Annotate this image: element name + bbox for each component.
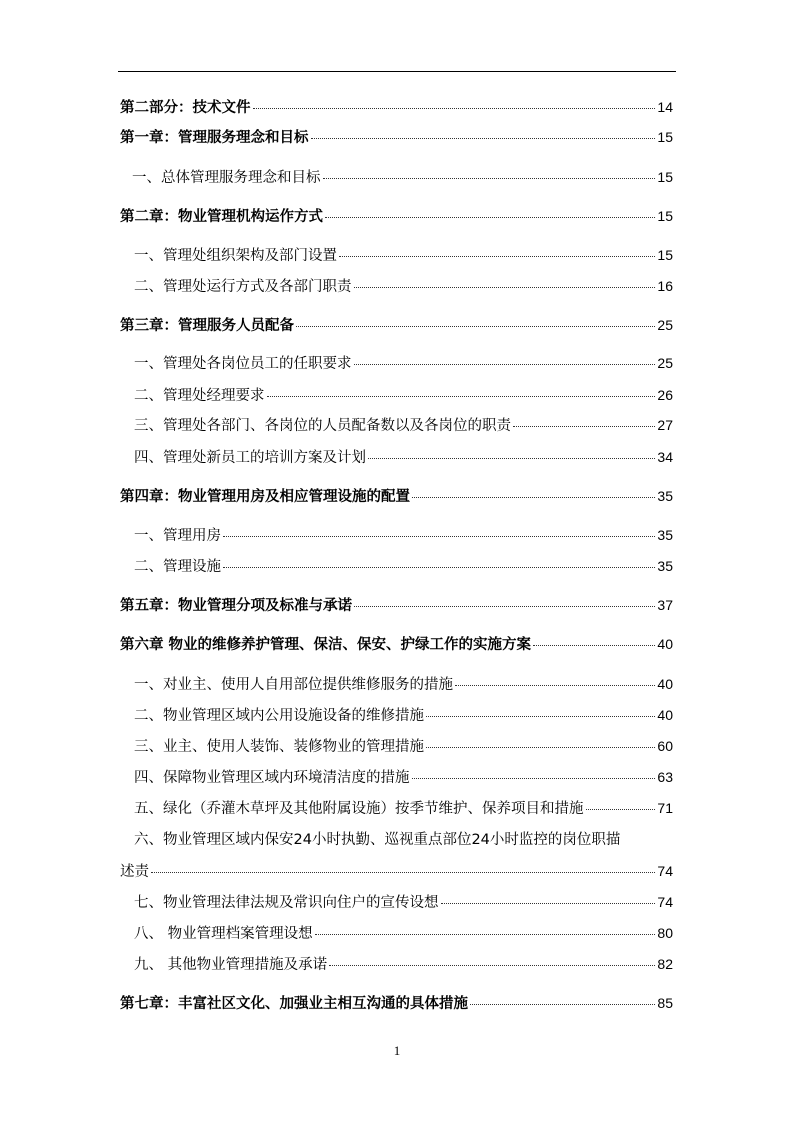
toc-dot-leader [253, 108, 656, 109]
toc-entry-title: 三、业主、使用人装饰、装修物业的管理措施 [134, 739, 424, 755]
toc-page-number: 34 [657, 449, 673, 465]
toc-entry-title: 九、 其他物业管理措施及承诺 [134, 957, 328, 973]
toc-chapter-entry[interactable] [120, 485, 673, 506]
toc-entry-title: 述责 [120, 864, 149, 880]
toc-dot-leader [323, 178, 656, 179]
toc-page-number: 15 [657, 208, 673, 224]
toc-page-number: 71 [657, 800, 673, 816]
toc-section-entry[interactable] [120, 166, 673, 187]
toc-page-number: 15 [657, 129, 673, 145]
toc-dot-leader [441, 903, 656, 904]
toc-entry-title: 二、管理处经理要求 [134, 388, 265, 404]
toc-entry-title: 第七章：丰富社区文化、加强业主相互沟通的具体措施 [120, 996, 468, 1012]
toc-section-entry[interactable] [120, 953, 673, 974]
toc-section-entry[interactable] [120, 828, 673, 849]
toc-section-entry[interactable] [120, 704, 673, 725]
toc-page-number: 40 [657, 676, 673, 692]
toc-entry-title: 七、物业管理法律法规及常识向住户的宣传设想 [134, 895, 439, 911]
toc-entry-title: 四、管理处新员工的培训方案及计划 [134, 450, 366, 466]
toc-entry-title: 三、管理处各部门、各岗位的人员配备数以及各岗位的职责 [134, 418, 511, 434]
toc-page-number: 74 [657, 863, 673, 879]
toc-page-number: 74 [657, 894, 673, 910]
toc-page-number: 35 [657, 558, 673, 574]
toc-dot-leader [354, 287, 656, 288]
toc-page-number: 14 [657, 99, 673, 115]
toc-section-entry[interactable] [120, 244, 673, 265]
toc-dot-leader [267, 396, 656, 397]
toc-entry-title: 第五章：物业管理分项及标准与承诺 [120, 598, 352, 614]
toc-entry-title: 一、对业主、使用人自用部位提供维修服务的措施 [134, 677, 453, 693]
toc-dot-leader [455, 685, 655, 686]
toc-dot-leader [223, 567, 655, 568]
toc-dot-leader [354, 606, 655, 607]
toc-entry-title: 二、管理处运行方式及各部门职责 [134, 279, 352, 295]
toc-page-number: 85 [657, 995, 673, 1011]
toc-dot-leader [151, 872, 655, 873]
toc-dot-leader [296, 326, 655, 327]
toc-entry-title: 一、管理处组织架构及部门设置 [134, 248, 337, 264]
toc-page-number: 15 [657, 247, 673, 263]
toc-dot-leader [412, 778, 656, 779]
toc-entry-title: 第一章：管理服务理念和目标 [120, 130, 309, 146]
toc-entry-title: 八、 物业管理档案管理设想 [134, 926, 313, 942]
toc-entry-title: 一、管理用房 [134, 528, 221, 544]
toc-page-number: 63 [657, 769, 673, 785]
toc-section-entry[interactable] [120, 524, 673, 545]
toc-entry-title: 六、物业管理区域内保安24小时执勤、巡视重点部位24小时监控的岗位职描 [134, 832, 621, 848]
toc-entry-title: 四、保障物业管理区域内环境清洁度的措施 [134, 770, 410, 786]
toc-page-number: 40 [657, 707, 673, 723]
toc-dot-leader [329, 965, 655, 966]
toc-page-number: 25 [657, 355, 673, 371]
toc-section-entry[interactable] [120, 860, 673, 881]
toc-page-number: 82 [657, 956, 673, 972]
toc-dot-leader [311, 138, 656, 139]
toc-section-entry[interactable] [120, 735, 673, 756]
toc-dot-leader [339, 256, 655, 257]
toc-dot-leader [325, 217, 655, 218]
toc-section-entry[interactable] [120, 446, 673, 467]
toc-entry-title: 第三章：管理服务人员配备 [120, 318, 294, 334]
toc-dot-leader [426, 716, 655, 717]
toc-chapter-entry[interactable] [120, 992, 673, 1013]
toc-chapter-entry[interactable] [120, 126, 673, 147]
toc-section-entry[interactable] [120, 673, 673, 694]
toc-page-number: 80 [657, 925, 673, 941]
toc-page-number: 40 [657, 636, 673, 652]
toc-page-number: 26 [657, 387, 673, 403]
toc-dot-leader [368, 458, 655, 459]
toc-page-number: 27 [657, 417, 673, 433]
toc-dot-leader [315, 934, 656, 935]
toc-entry-title: 二、管理设施 [134, 559, 221, 575]
page-number: 1 [393, 1043, 401, 1058]
toc-dot-leader [513, 426, 655, 427]
toc-dot-leader [223, 536, 655, 537]
toc-dot-leader [412, 497, 655, 498]
toc-chapter-entry[interactable] [120, 633, 673, 654]
toc-page-number: 15 [657, 169, 673, 185]
toc-entry-title: 第四章：物业管理用房及相应管理设施的配置 [120, 489, 410, 505]
toc-page-number: 37 [657, 597, 673, 613]
toc-entry-title: 二、物业管理区域内公用设施设备的维修措施 [134, 708, 424, 724]
toc-entry-title: 第六章 物业的维修养护管理、保洁、保安、护绿工作的实施方案 [120, 637, 532, 653]
toc-section-entry[interactable] [120, 922, 673, 943]
toc-section-entry[interactable] [120, 766, 673, 787]
toc-chapter-entry[interactable] [120, 314, 673, 335]
toc-dot-leader [533, 645, 655, 646]
toc-section-entry[interactable] [120, 384, 673, 405]
toc-page-number: 16 [657, 278, 673, 294]
toc-page-number: 25 [657, 317, 673, 333]
toc-entry-title: 五、绿化（乔灌木草坪及其他附属设施）按季节维护、保养项目和措施 [134, 801, 584, 817]
toc-entry-title: 第二章：物业管理机构运作方式 [120, 209, 323, 225]
toc-section-entry[interactable] [120, 891, 673, 912]
toc-section-entry[interactable] [120, 414, 673, 435]
toc-section-entry[interactable] [120, 352, 673, 373]
toc-dot-leader [426, 747, 655, 748]
toc-chapter-entry[interactable] [120, 594, 673, 615]
toc-entry-title: 一、管理处各岗位员工的任职要求 [134, 356, 352, 372]
toc-dot-leader [586, 809, 656, 810]
toc-page-number: 60 [657, 738, 673, 754]
toc-section-entry[interactable] [120, 797, 673, 818]
toc-dot-leader [470, 1004, 655, 1005]
toc-section-entry[interactable] [120, 275, 673, 296]
toc-page-number: 35 [657, 488, 673, 504]
toc-entry-title: 第二部分：技术文件 [120, 100, 251, 116]
toc-chapter-entry[interactable] [120, 96, 673, 117]
toc-section-entry[interactable] [120, 555, 673, 576]
toc-entry-title: 一、总体管理服务理念和目标 [132, 170, 321, 186]
toc-chapter-entry[interactable] [120, 205, 673, 226]
toc-dot-leader [354, 364, 656, 365]
toc-page-number: 35 [657, 527, 673, 543]
